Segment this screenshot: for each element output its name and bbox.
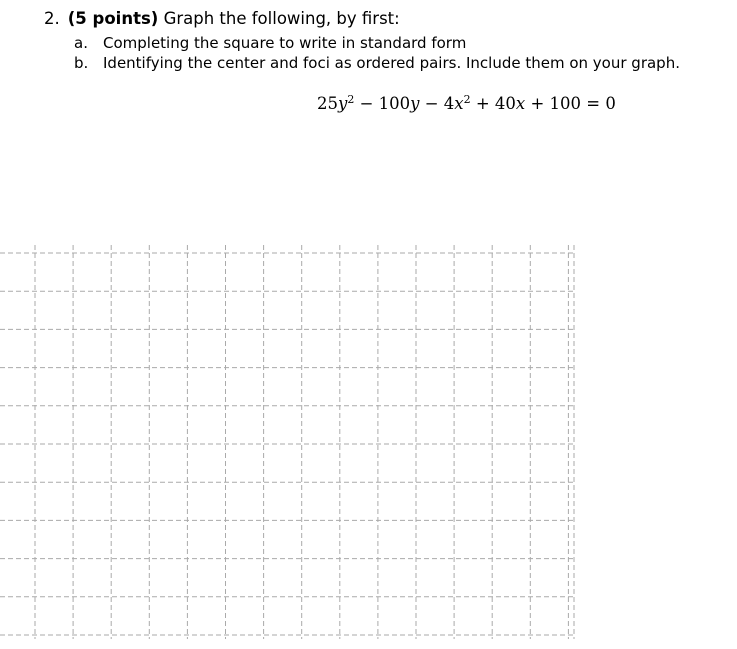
graph-grid[interactable] <box>0 245 580 645</box>
equation-term-2-var: y <box>410 94 420 113</box>
sub-item-a-letter: a. <box>74 34 88 52</box>
equation-term-1-var: y <box>338 94 348 113</box>
question-points: (5 points) <box>67 9 159 28</box>
equation-term-3: − 4 <box>419 94 455 113</box>
equation-term-2: − 100 <box>354 94 411 113</box>
sub-item-a <box>74 33 466 53</box>
sub-item-a-text: Completing the square to write in standard form <box>103 34 467 52</box>
equation-term-1-exp: 2 <box>347 93 355 106</box>
sub-item-b-text: Identifying the center and foci as ordered pairs. Include them on your graph. <box>103 54 680 72</box>
equation-term-3-exp: 2 <box>463 93 471 106</box>
equation-term-1-coef: 25 <box>317 94 338 113</box>
question-number: 2. <box>44 9 60 28</box>
equation-term-4: + 40 <box>470 94 516 113</box>
question-prompt: Graph the following, by first: <box>158 9 400 28</box>
equation-term-5: + 100 = 0 <box>525 94 616 113</box>
equation <box>317 93 616 115</box>
sub-item-b <box>74 53 680 73</box>
equation-term-3-var: x <box>454 94 464 113</box>
graph-paper[interactable] <box>0 245 580 645</box>
question-heading <box>44 8 400 30</box>
equation-term-4-var: x <box>515 94 526 113</box>
sub-item-b-letter: b. <box>74 54 89 72</box>
